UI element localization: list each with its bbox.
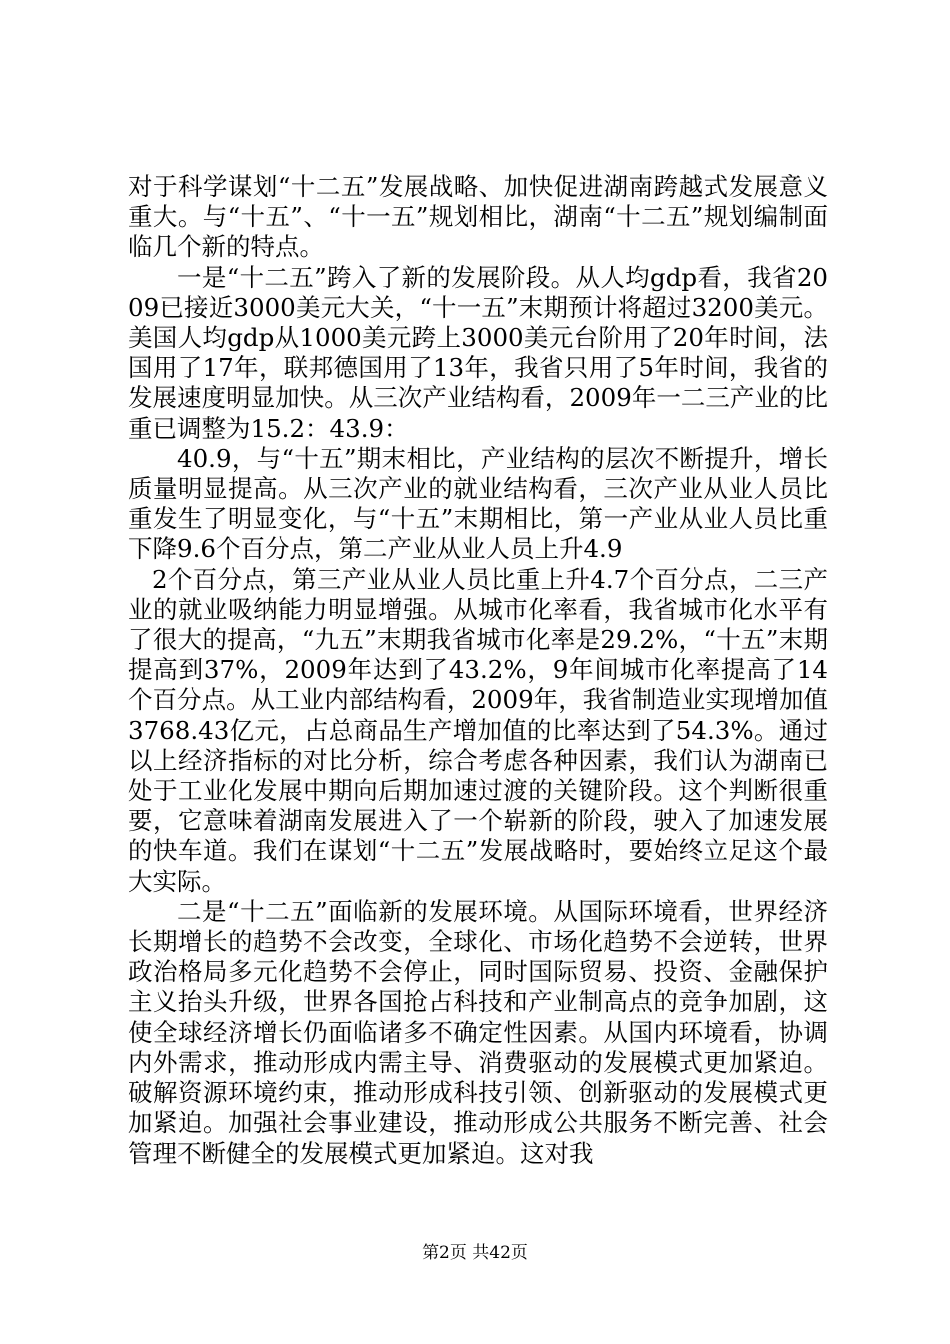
document-body <box>128 172 828 1169</box>
page-number-footer: 第2页 共42页 <box>422 1243 528 1263</box>
paragraph-development-stage: 一是“十二五”跨入了新的发展阶段。从人均gdp看，我省2009已接近3000美元大关，“十一五”末期预计将超过3200美元。美国人均gdp从1000美元跨上3000美元台阶用了20年时间，法国用了17年，联邦德国用了13年，我省只用了5年时间，我省的发展速度明显加快。从三次产业结构看，2009年一二三产业的比重已调整为15.2：43.9： <box>128 262 828 443</box>
paragraph-development-environment: 二是“十二五”面临新的发展环境。从国际环境看，世界经济长期增长的趋势不会改变，全球化、市场化趋势不会逆转，世界政治格局多元化趋势不会停止，同时国际贸易、投资、金融保护主义抬头升级，世界各国抢占科技和产业制高点的竞争加剧，这使全球经济增长仍面临诸多不确定性因素。从国内环境看，协调内外需求，推动形成内需主导、消费驱动的发展模式更加紧迫。破解资源环境约束，推动形成科技引领、创新驱动的发展模式更加紧迫。加强社会事业建设，推动形成公共服务不断完善、社会管理不断健全的发展模式更加紧迫。这对我 <box>128 896 828 1168</box>
paragraph-urbanization: 2个百分点，第三产业从业人员比重上升4.7个百分点，二三产业的就业吸纳能力明显增强。从城市化率看，我省城市化水平有了很大的提高，“九五”末期我省城市化率是29.2%，“十五”末期提高到37%，2009年达到了43.2%，9年间城市化率提高了14个百分点。从工业内部结构看，2009年，我省制造业实现增加值3768.43亿元，占总商品生产增加值的比率达到了54.3%。通过以上经济指标的对比分析，综合考虑各种因素，我们认为湖南已处于工业化发展中期向后期加速过渡的关键阶段。这个判断很重要，它意味着湖南发展进入了一个崭新的阶段，驶入了加速发展的快车道。我们在谋划“十二五”发展战略时，要始终立足这个最大实际。 <box>128 564 828 896</box>
paragraph-industry-structure: 40.9，与“十五”期末相比，产业结构的层次不断提升，增长质量明显提高。从三次产业的就业结构看，三次产业从业人员比重发生了明显变化，与“十五”末期相比，第一产业从业人员比重下降9.6个百分点，第二产业从业人员上升4.9 <box>128 443 828 564</box>
paragraph-continued-intro: 对于科学谋划“十二五”发展战略、加快促进湖南跨越式发展意义重大。与“十五”、“十一五”规划相比，湖南“十二五”规划编制面临几个新的特点。 <box>128 172 828 262</box>
